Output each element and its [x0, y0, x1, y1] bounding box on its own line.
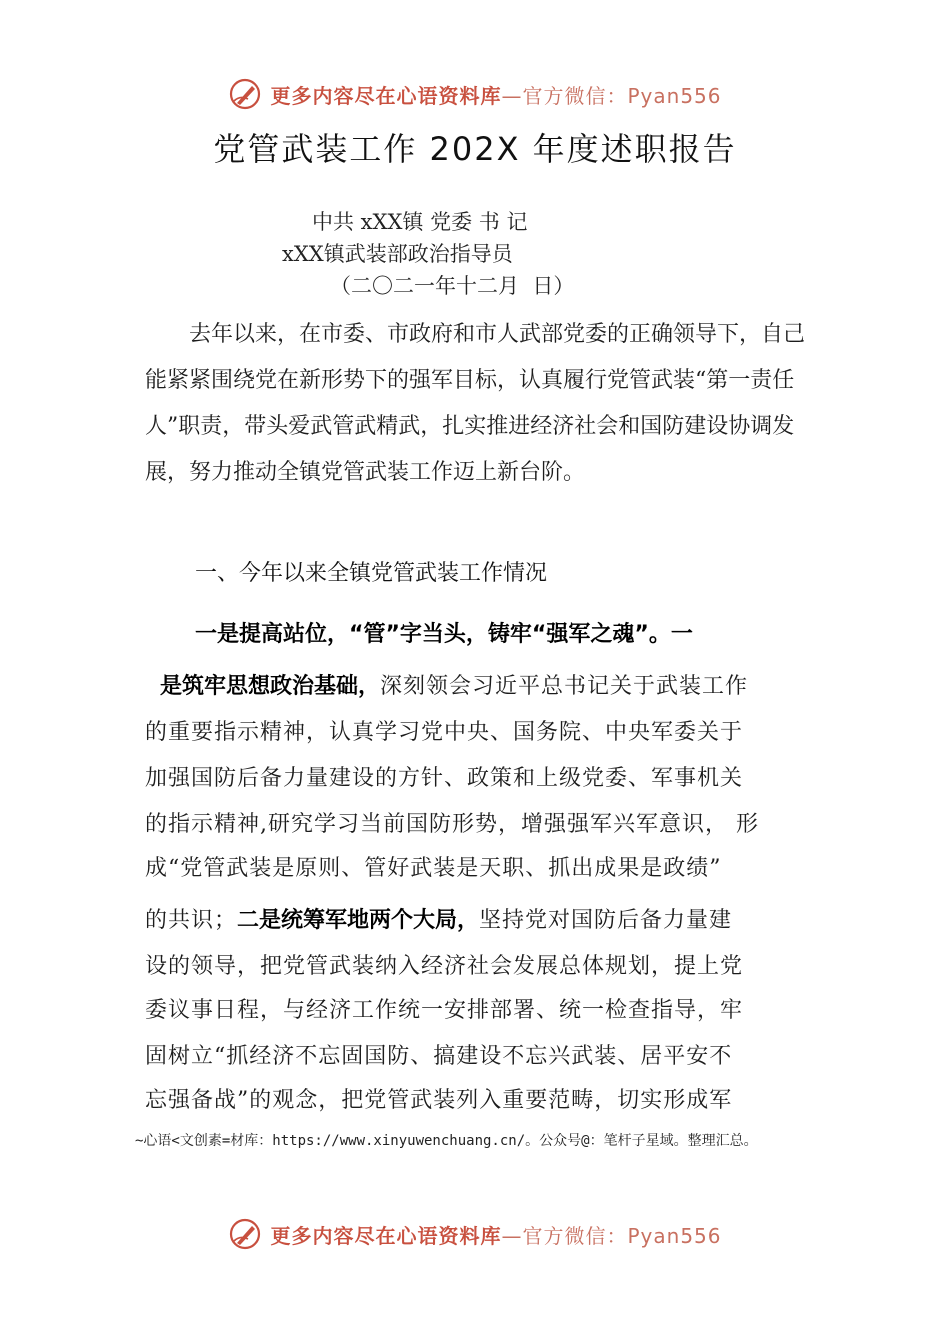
- p3-line-4: 固树立“抓经济不忘固国防、搞建设不忘兴武装、居平安不: [145, 1044, 733, 1069]
- report-date: （二〇二一年十二月 日）: [330, 274, 575, 298]
- author-line-1: 中共 xXX镇 党委 书 记: [312, 210, 528, 234]
- p2-line-4: 加强国防后备力量建设的方针、政策和上级党委、军事机关: [145, 766, 744, 791]
- pen-logo-icon: [228, 1217, 262, 1251]
- p2-line-6: 成“党管武装是原则、管好武装是天职、抓出成果是政绩”: [145, 856, 722, 881]
- author-line-2: xXX镇武装部政治指导员: [282, 242, 513, 266]
- footer-note: ~心语<文创素=材库：https://www.xinyuwenchuang.cn/。公众号@：笔杆子星域。整理汇总。: [135, 1133, 758, 1149]
- p2-text-b: 深刻领会习近平总书记关于武装工作: [380, 674, 749, 699]
- banner-text: 更多内容尽在心语资料库—官方微信：Pyan556: [270, 1223, 722, 1248]
- p2-line-2: [160, 664, 830, 710]
- p3-line-3: 委议事日程，与经济工作统一安排部署、统一检查指导，牢: [145, 998, 744, 1023]
- document-title: 党管武装工作 202X 年度述职报告: [213, 130, 737, 168]
- p2-bold-b: 是筑牢思想政治基础，: [160, 674, 381, 699]
- p2-line-1: [195, 612, 815, 658]
- p3-bold: 二是统筹军地两个大局，: [237, 908, 480, 933]
- intro-paragraph: 去年以来，在市委、市政府和市人武部党委的正确领导下，自己能紧紧围绕党在新形势下的强军目标，认真履行党管武装“第一责任人”职责，带头爱武管武精武，扎实推进经济社会和国防建设协调发展，努力推动全镇党管武装工作迈上新台阶。: [145, 322, 806, 485]
- section-1-heading: 一、今年以来全镇党管武装工作情况: [195, 561, 548, 586]
- p2-line-3: 的重要指示精神，认真学习党中央、国务院、中央军委关于: [145, 720, 744, 745]
- p3-line-2: 设的领导，把党管武装纳入经济社会发展总体规划，提上党: [145, 954, 744, 979]
- bottom-banner: [0, 1214, 950, 1254]
- banner-text: 更多内容尽在心语资料库—官方微信：Pyan556: [270, 83, 722, 108]
- p3-text-b: 坚持党对国防后备力量建: [479, 908, 733, 933]
- pen-logo-icon: [228, 77, 262, 111]
- p2-line-5: 的指示精神,研究学习当前国防形势，增强强军兴军意识， 形: [145, 812, 759, 837]
- p3-text-a: 的共识；: [145, 908, 238, 933]
- p3-line-5: 忘强备战”的观念，把党管武装列入重要范畴，切实形成军: [145, 1088, 733, 1113]
- top-banner: [0, 74, 950, 114]
- p2-bold-a: 一是提高站位，“管”字当头，铸牢“强军之魂”。一: [195, 622, 693, 647]
- p3-line-1: [145, 898, 815, 944]
